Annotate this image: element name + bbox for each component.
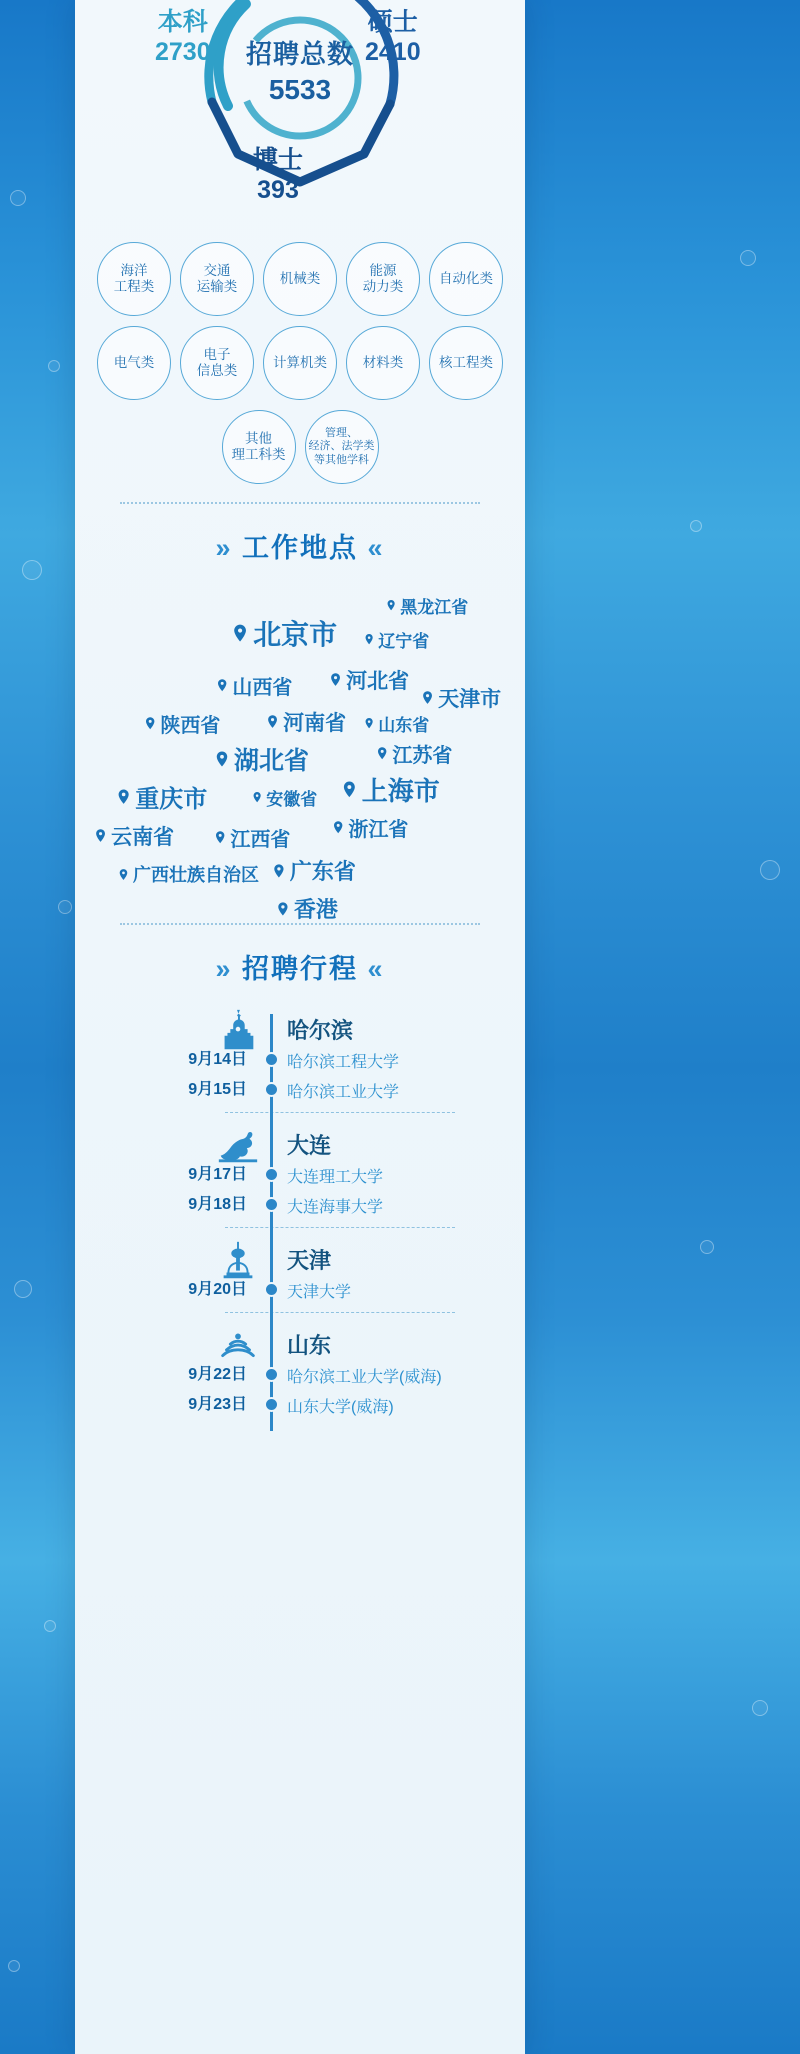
poster-page [75,0,525,2054]
map-pin-icon [251,791,263,803]
location-label: 江西省 [230,829,291,851]
location-label: 河北省 [346,670,410,693]
trip-school: 大连海事大学 [287,1199,384,1216]
location-label: 陕西省 [160,715,221,737]
map-pin-icon [420,690,435,705]
major-bubble[interactable]: 自动化类 [429,242,503,316]
location-item[interactable] [331,813,408,842]
major-row-2 [90,326,510,400]
trip-date: 9月15日 [188,1081,247,1098]
location-item[interactable] [213,823,290,852]
trip-date: 9月20日 [188,1281,247,1298]
location-item[interactable] [143,709,220,738]
decorative-bubble [740,250,756,266]
segment-doctor-value: 393 [257,175,299,204]
map-pin-icon [213,750,231,768]
location-item[interactable] [271,855,356,886]
location-label: 安徽省 [266,790,318,809]
location-item[interactable] [420,683,501,713]
itinerary-title-text: 招聘行程 [242,954,358,984]
itinerary-trip-row[interactable] [75,1161,525,1191]
location-label: 广东省 [289,859,356,884]
location-item[interactable] [265,707,346,737]
segment-doctor-name: 博士 [253,146,304,174]
itinerary-trip-row[interactable] [75,1076,525,1106]
location-item[interactable] [340,771,440,808]
map-pin-icon [215,678,229,692]
itinerary-city-block [75,1236,525,1306]
itinerary-title [75,947,525,986]
location-label: 黑龙江省 [400,598,469,617]
segment-master-value: 2410 [365,37,421,66]
location-item[interactable] [230,613,337,653]
segment-bachelor-value: 2730 [155,37,211,66]
timeline-dot [264,1167,279,1182]
map-pin-icon [230,623,250,643]
trip-school: 哈尔滨工业大学 [287,1084,400,1101]
location-item[interactable] [363,711,429,736]
decorative-bubble [48,360,60,372]
itinerary-trip-row[interactable] [75,1391,525,1421]
location-item[interactable] [213,741,309,777]
itinerary-city-name: 天津 [287,1248,332,1273]
itinerary-trip-row[interactable] [75,1046,525,1076]
map-pin-icon [213,830,227,844]
timeline-dot [264,1052,279,1067]
location-item[interactable] [93,821,174,851]
trip-school: 天津大学 [287,1284,352,1301]
location-label: 香港 [293,897,338,922]
timeline-dot [264,1397,279,1412]
major-bubble[interactable]: 海洋 工程类 [97,242,171,316]
timeline-dot [264,1082,279,1097]
map-pin-icon [385,599,397,611]
map-pin-icon [340,780,359,799]
decorative-bubble [10,190,26,206]
timeline-dot [264,1367,279,1382]
decorative-bubble [690,520,702,532]
decorative-bubble [700,1240,714,1254]
major-bubble[interactable]: 核工程类 [429,326,503,400]
itinerary-city-name: 山东 [287,1333,332,1358]
location-item[interactable] [115,779,207,814]
itinerary-city-block [75,1121,525,1221]
major-bubble[interactable]: 交通 运输类 [180,242,254,316]
major-bubble[interactable]: 电子 信息类 [180,326,254,400]
major-row-3 [90,410,510,484]
map-pin-icon [271,863,287,879]
trip-school: 山东大学(威海) [287,1399,394,1416]
major-category-list [90,242,510,484]
decorative-bubble [8,1960,20,1972]
location-item[interactable] [117,861,259,887]
major-bubble[interactable]: 能源 动力类 [346,242,420,316]
location-label: 江苏省 [392,745,453,767]
itinerary-trip-row[interactable] [75,1191,525,1221]
map-pin-icon [363,717,375,729]
location-label: 天津市 [438,688,502,711]
decorative-bubble [58,900,72,914]
map-pin-icon [328,672,343,687]
decorative-bubble [14,1280,32,1298]
segment-master-name: 硕士 [367,8,418,36]
itinerary-city-block [75,1321,525,1421]
itinerary-city-block [75,1006,525,1106]
location-label: 河南省 [283,712,347,735]
map-pin-icon [143,716,157,730]
recruitment-total-label: 招聘总数 [245,39,354,69]
chevron-left-icon: « [367,533,385,563]
timeline-dot [264,1282,279,1297]
major-bubble[interactable]: 其他 理工科类 [222,410,296,484]
location-label: 山西省 [232,677,293,699]
map-pin-icon [93,828,108,843]
location-item[interactable] [275,893,338,924]
work-location-title [75,526,525,565]
chevron-right-icon: » [215,533,233,563]
major-bubble[interactable]: 计算机类 [263,326,337,400]
location-label: 北京市 [253,619,338,650]
decorative-bubble [44,1620,56,1632]
location-label: 湖北省 [234,747,310,775]
location-label: 重庆市 [135,786,208,813]
map-pin-icon [115,788,132,805]
major-bubble[interactable]: 电气类 [97,326,171,400]
map-pin-icon [275,901,291,917]
location-item[interactable] [385,593,468,618]
location-label: 辽宁省 [378,632,430,651]
trip-school: 大连理工大学 [287,1169,384,1186]
itinerary-separator [225,1312,455,1313]
decorative-bubble [752,1700,768,1716]
location-item[interactable] [328,665,409,695]
decorative-bubble [22,560,42,580]
trip-date: 9月18日 [188,1196,247,1213]
trip-date: 9月14日 [188,1051,247,1068]
itinerary-city-name: 大连 [287,1133,332,1158]
location-label: 云南省 [111,826,175,849]
work-location-map [75,575,525,922]
map-pin-icon [265,714,280,729]
segment-doctor [253,146,303,205]
location-label: 山东省 [378,716,430,735]
location-label: 浙江省 [348,819,409,841]
itinerary-separator [225,1227,455,1228]
map-pin-icon [363,633,375,645]
major-row-1 [90,242,510,316]
major-bubble[interactable]: 管理、 经济、法学类 等其他学科 [305,410,379,484]
recruitment-total [75,34,525,106]
location-item[interactable] [363,627,429,652]
location-item[interactable] [251,785,317,810]
chevron-left-icon: « [367,954,385,984]
recruitment-total-chart [75,0,525,236]
trip-date: 9月23日 [188,1396,247,1413]
recruitment-total-value: 5533 [268,74,332,105]
map-pin-icon [117,868,130,881]
location-label: 广西壮族自治区 [132,865,259,885]
location-label: 上海市 [361,776,440,806]
work-location-title-text: 工作地点 [242,533,358,563]
segment-bachelor-name: 本科 [157,8,208,36]
itinerary-trip-row[interactable] [75,1361,525,1391]
itinerary-trip-row[interactable] [75,1276,525,1306]
itinerary-separator [225,1112,455,1113]
trip-date: 9月22日 [188,1366,247,1383]
major-bubble[interactable]: 材料类 [346,326,420,400]
location-item[interactable] [375,739,452,768]
decorative-bubble [760,860,780,880]
map-pin-icon [375,746,389,760]
major-bubble[interactable]: 机械类 [263,242,337,316]
itinerary-timeline [75,1006,525,1431]
itinerary-city-name: 哈尔滨 [287,1018,354,1043]
timeline-dot [264,1197,279,1212]
trip-school: 哈尔滨工程大学 [287,1054,400,1071]
map-pin-icon [331,820,345,834]
location-item[interactable] [215,671,292,700]
trip-school: 哈尔滨工业大学(威海) [287,1369,442,1386]
chevron-right-icon: » [215,954,233,984]
divider-majors-locations [120,502,480,504]
trip-date: 9月17日 [188,1166,247,1183]
